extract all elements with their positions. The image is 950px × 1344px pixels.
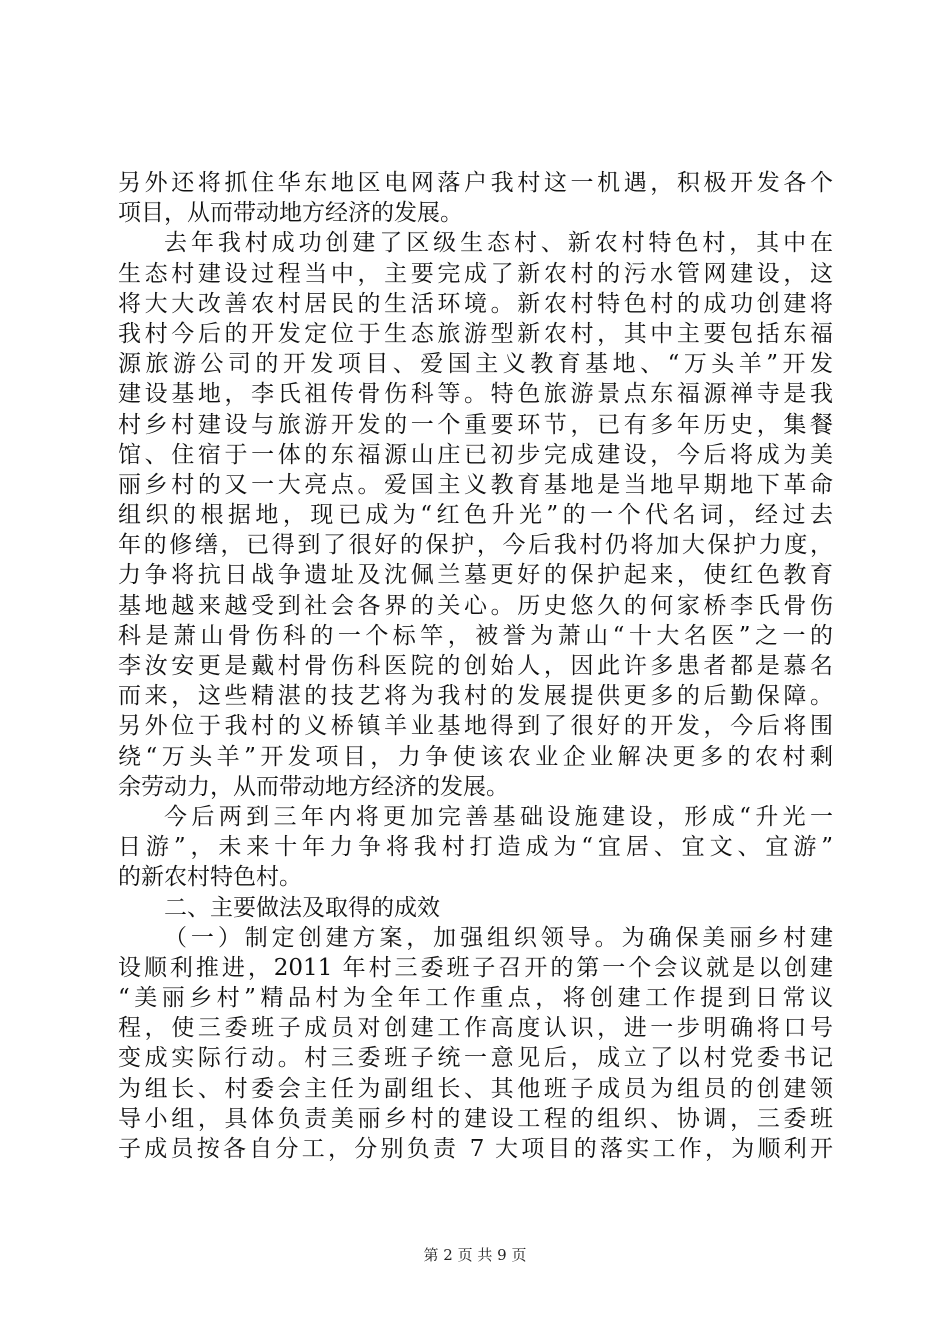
text-line: 变成实际行动。村三委班子统一意见后，成立了以村党委书记 [118,1045,833,1072]
text-line: 今后两到三年内将更加完善基础设施建设，形成“升光一 [164,803,833,830]
text-line: 生态村建设过程当中，主要完成了新农村的污水管网建设，这 [118,260,833,287]
text-line: 基地越来越受到社会各界的关心。历史悠久的何家桥李氏骨伤 [118,592,833,619]
text-line: 绕“万头羊”开发项目，力争使该农业企业解决更多的农村剩 [118,743,833,770]
text-line: 设顺利推进，2011 年村三委班子召开的第一个会议就是以创建 [118,954,833,981]
text-line: 另外还将抓住华东地区电网落户我村这一机遇，积极开发各个 [118,170,833,196]
text-line: “美丽乡村”精品村为全年工作重点，将创建工作提到日常议 [118,985,833,1012]
text-line: 日游”，未来十年力争将我村打造成为“宜居、宜文、宜游” [118,834,833,861]
text-line: 源旅游公司的开发项目、爱国主义教育基地、“万头羊”开发 [118,351,833,378]
text-line: 二、主要做法及取得的成效 [164,894,440,921]
text-line: 我村今后的开发定位于生态旅游型新农村，其中主要包括东福 [118,320,833,347]
text-line: 导小组，具体负责美丽乡村的建设工程的组织、协调，三委班 [118,1105,833,1132]
page-number-footer: 第 2 页 共 9 页 [423,1246,527,1264]
document-body [118,168,833,1164]
text-line: 建设基地，李氏祖传骨伤科等。特色旅游景点东福源禅寺是我 [118,381,833,408]
text-line: 年的修缮，已得到了很好的保护，今后我村仍将加大保护力度， [118,532,833,559]
text-line: 丽乡村的又一大亮点。爱国主义教育基地是当地早期地下革命 [118,471,833,498]
text-line: 的新农村特色村。 [118,864,302,891]
text-line: 程，使三委班子成员对创建工作高度认识，进一步明确将口号 [118,1015,833,1042]
text-line: 余劳动力，从而带动地方经济的发展。 [118,773,509,800]
text-line: 馆、住宿于一体的东福源山庄已初步完成建设，今后将成为美 [118,441,833,468]
text-line: 项目，从而带动地方经济的发展。 [118,200,463,227]
text-line: 将大大改善农村居民的生活环境。新农村特色村的成功创建将 [118,290,833,317]
text-line: 子成员按各自分工，分别负责 7 大项目的落实工作，为顺利开 [118,1136,833,1162]
text-line: （一）制定创建方案，加强组织领导。为确保美丽乡村建 [164,924,833,951]
text-line: 力争将抗日战争遗址及沈佩兰墓更好的保护起来，使红色教育 [118,562,833,589]
text-line: 为组长、村委会主任为副组长、其他班子成员为组员的创建领 [118,1075,833,1102]
text-line: 组织的根据地，现已成为“红色升光”的一个代名词，经过去 [118,502,833,529]
text-line: 科是萧山骨伤科的一个标竿，被誉为萧山“十大名医”之一的 [118,622,833,649]
text-line: 另外位于我村的义桥镇羊业基地得到了很好的开发，今后将围 [118,713,833,740]
text-line: 村乡村建设与旅游开发的一个重要环节，已有多年历史，集餐 [118,411,833,438]
text-line: 去年我村成功创建了区级生态村、新农村特色村，其中在 [164,230,833,257]
text-line: 李汝安更是戴村骨伤科医院的创始人，因此许多患者都是慕名 [118,653,833,679]
text-line: 而来，这些精湛的技艺将为我村的发展提供更多的后勤保障。 [118,683,833,710]
